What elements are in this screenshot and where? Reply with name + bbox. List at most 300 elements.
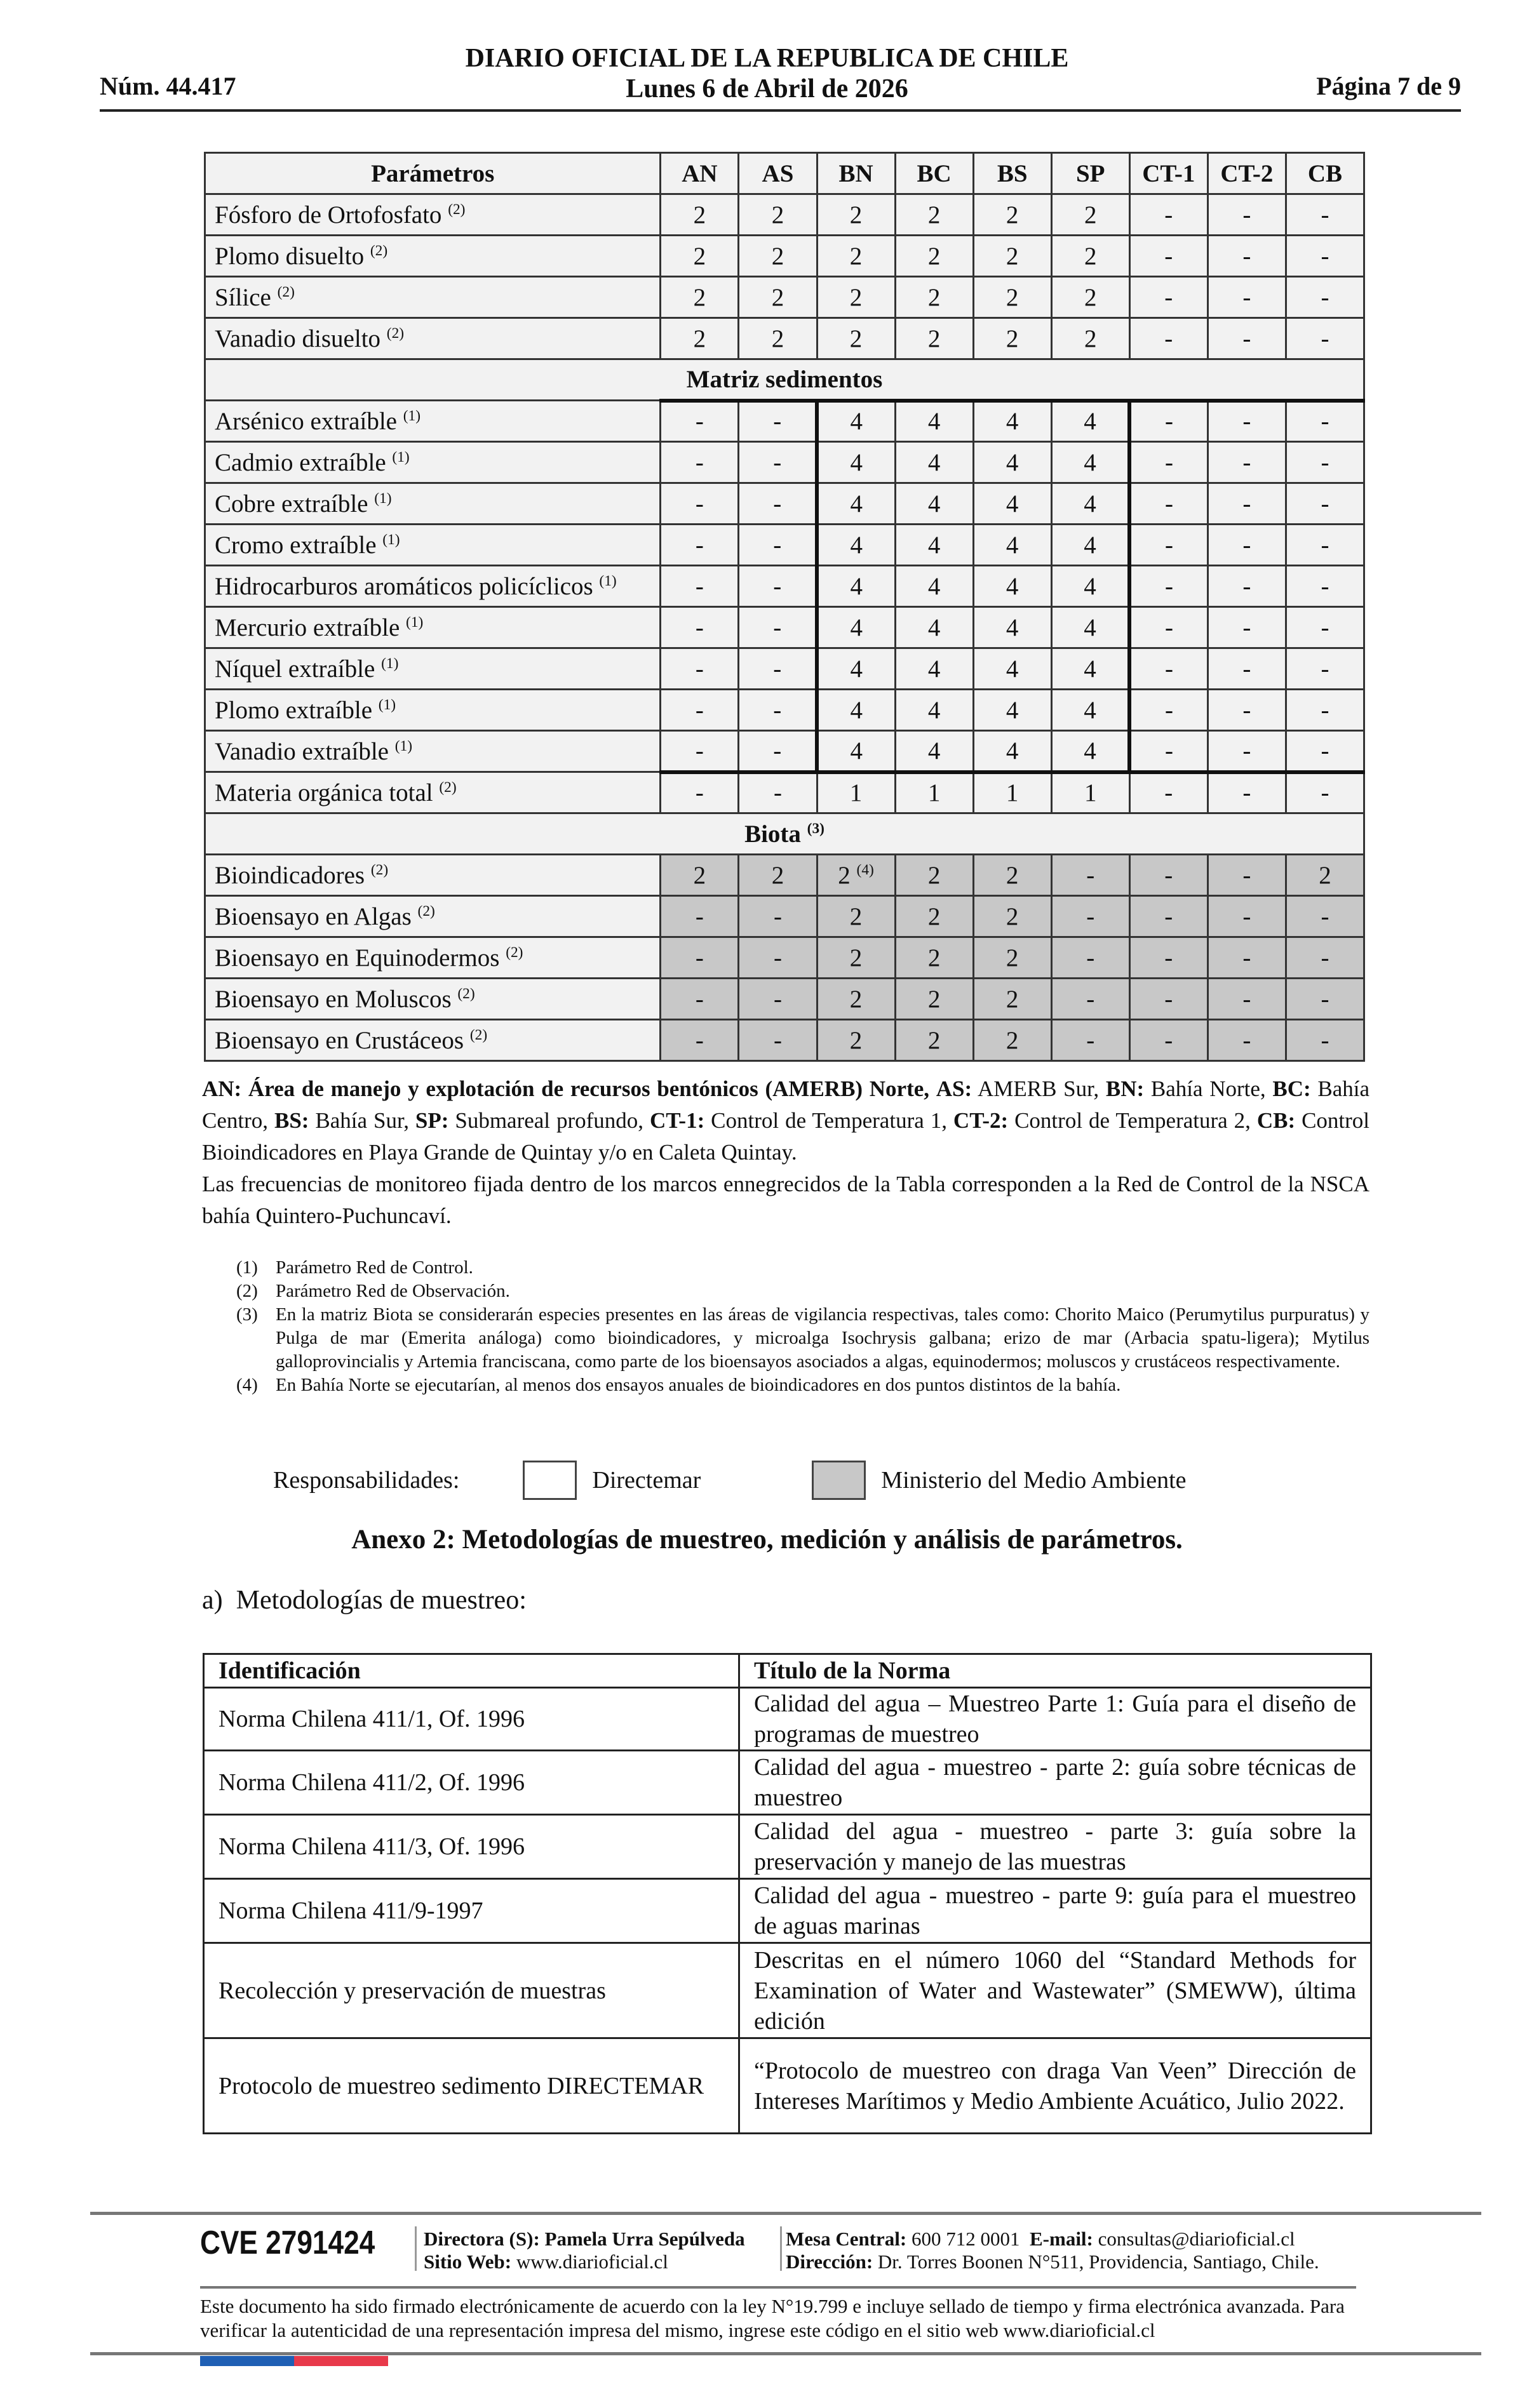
norm-title: “Protocolo de muestreo con draga Van Veen” Dirección de Intereses Marítimos y Medio Ambiente Acuático, Julio 2022.	[739, 2038, 1371, 2134]
frequency-value: 1	[927, 779, 941, 807]
frequency-cell	[739, 896, 817, 937]
frequency-value: 4	[1006, 490, 1019, 518]
frequency-value: -	[695, 779, 704, 807]
frequency-cell	[1286, 525, 1364, 566]
parameter-name	[205, 979, 661, 1020]
section-row	[205, 813, 1364, 855]
website-link[interactable]: www.diarioficial.cl	[516, 2251, 668, 2273]
frequency-cell	[1051, 194, 1129, 236]
frequency-cell	[661, 194, 739, 236]
frequency-value: -	[1164, 283, 1173, 311]
footer-divider-bottom	[90, 2352, 1481, 2355]
frequency-cell	[895, 194, 973, 236]
frequency-cell	[817, 979, 895, 1020]
frequency-value: -	[1242, 655, 1251, 683]
parameter-name	[205, 277, 661, 318]
frequency-cell	[817, 442, 895, 483]
frequency-cell	[817, 772, 895, 813]
frequency-value: -	[1165, 408, 1174, 436]
frequency-cell	[739, 772, 817, 813]
parameter-label: Mercurio extraíble	[215, 613, 400, 641]
frequency-cell	[739, 607, 817, 648]
header-titulo: Título de la Norma	[739, 1654, 1371, 1688]
frequency-cell	[973, 566, 1051, 607]
footnote-text: Parámetro Red de Control.	[276, 1257, 473, 1278]
frequency-value: -	[1321, 448, 1329, 476]
parameter-name	[205, 566, 661, 607]
frequency-value: 2	[849, 201, 863, 229]
norm-identification: Recolección y preservación de muestras	[204, 1943, 739, 2038]
abbreviation: AN: Área de manejo y explotación de recursos bentónicos (AMERB) Norte,	[202, 1076, 930, 1101]
frequency-cell	[1208, 1020, 1286, 1061]
frequency-value: 2	[771, 201, 784, 229]
frequency-cell	[1051, 607, 1129, 648]
frequency-cell	[1129, 979, 1208, 1020]
frequency-cell	[1051, 318, 1129, 359]
frequency-cell	[1208, 607, 1286, 648]
footnote-ref: (1)	[378, 696, 396, 713]
frequency-cell	[661, 442, 739, 483]
frequency-cell	[817, 194, 895, 236]
footnote-ref: (2)	[386, 324, 405, 342]
parameter-name	[205, 318, 661, 359]
frequency-cell	[973, 896, 1051, 937]
responsibilities-legend	[273, 1461, 1187, 1500]
frequency-value: 4	[1084, 572, 1096, 600]
frequency-value: 4	[1084, 613, 1096, 641]
frequency-cell	[1129, 442, 1208, 483]
address: Dr. Torres Boonen N°511, Providencia, Santiago, Chile.	[877, 2251, 1319, 2273]
frequency-cell	[1286, 979, 1364, 1020]
abbreviation-meaning: Control Bioindicadores en Playa Grande de Quintay y/o en Caleta Quintay.	[202, 1108, 1370, 1165]
abbreviation: SP:	[415, 1108, 449, 1133]
footnote-ref: (2)	[469, 1026, 488, 1043]
frequency-value: -	[1242, 861, 1251, 889]
frequency-value: 4	[1084, 696, 1096, 724]
parameter-name	[205, 194, 661, 236]
frequency-value: -	[1165, 490, 1174, 518]
frequency-value: 1	[1084, 779, 1097, 807]
frequency-cell	[1051, 401, 1129, 442]
frequency-cell	[817, 236, 895, 277]
norm-title: Calidad del agua - muestreo - parte 2: guía sobre técnicas de muestreo	[739, 1751, 1371, 1815]
issue-number: Núm. 44.417	[100, 72, 236, 100]
frequency-cell	[1208, 525, 1286, 566]
frequency-cell	[895, 607, 973, 648]
signature-notice: Este documento ha sido firmado electrónicamente de acuerdo con la ley N°19.799 e incluye sellado de tiempo y firma electrónica avanzada. Para verificar la autenticidad de una representación impresa del mismo, ingrese este código en el sitio web www.diarioficial.cl	[200, 2295, 1345, 2341]
mma-label: Ministerio del Medio Ambiente	[881, 1467, 1187, 1494]
header-identificacion: Identificación	[204, 1654, 739, 1688]
parameter-name	[205, 690, 661, 731]
frequency-cell	[1286, 648, 1364, 690]
frequency-value: -	[695, 902, 704, 930]
frequency-cell	[973, 318, 1051, 359]
table-row	[205, 979, 1364, 1020]
footnote-ref: (4)	[856, 861, 874, 878]
footnote	[236, 1374, 1369, 1397]
frequency-value: -	[1164, 861, 1173, 889]
frequency-value: -	[695, 1026, 704, 1054]
table-header-row	[204, 1654, 1371, 1688]
frequency-cell	[661, 483, 739, 525]
frequency-value: 2	[927, 861, 941, 889]
sampling-methods-table	[203, 1653, 1372, 2134]
frequency-value: 2	[771, 283, 784, 311]
frequency-value: -	[1164, 242, 1173, 270]
frequency-cell	[1286, 855, 1364, 896]
frequency-value: -	[773, 490, 782, 518]
frequency-value: -	[1242, 201, 1251, 229]
frequency-value: 2	[838, 861, 851, 889]
frequency-cell	[1208, 979, 1286, 1020]
frequency-cell	[973, 442, 1051, 483]
parameter-label: Fósforo de Ortofosfato	[215, 201, 442, 229]
norm-title: Calidad del agua - muestreo - parte 3: guía sobre la preservación y manejo de las muestras	[739, 1815, 1371, 1879]
abbreviation-meaning: Control de Temperatura 2,	[1008, 1108, 1257, 1133]
frequency-cell	[1286, 277, 1364, 318]
column-header-ct-1: CT-1	[1129, 153, 1208, 194]
table-row	[205, 401, 1364, 442]
frequency-value: 4	[927, 696, 941, 724]
frequency-cell	[739, 855, 817, 896]
table-row	[205, 648, 1364, 690]
frequency-cell	[1051, 979, 1129, 1020]
section-label: Matriz sedimentos	[686, 365, 883, 393]
frequency-value: 2	[1006, 283, 1019, 311]
frequency-cell	[817, 483, 895, 525]
frequency-value: 4	[927, 448, 941, 476]
frequency-value: -	[1321, 655, 1329, 683]
frequency-value: -	[1242, 985, 1251, 1013]
frequency-value: 4	[927, 531, 941, 559]
footer-separator	[415, 2226, 417, 2271]
frequency-cell	[1208, 648, 1286, 690]
footnote-text: En Bahía Norte se ejecutarían, al menos dos ensayos anuales de bioindicadores en dos puntos distintos de la bahía.	[276, 1375, 1121, 1395]
parameter-label: Bioensayo en Moluscos	[215, 985, 452, 1013]
frequency-value: 2	[693, 861, 706, 889]
frequency-cell	[1051, 937, 1129, 979]
section-title	[205, 359, 1364, 401]
frequency-value: 2	[1006, 902, 1019, 930]
frequency-value: -	[1321, 201, 1329, 229]
footer-divider-top	[90, 2212, 1481, 2215]
parameter-name	[205, 896, 661, 937]
norm-title: Calidad del agua – Muestreo Parte 1: Guía para el diseño de programas de muestreo	[739, 1688, 1371, 1751]
table-row	[204, 2038, 1371, 2134]
abbreviation-meaning: AMERB Sur,	[972, 1076, 1106, 1101]
column-header-ct-2: CT-2	[1208, 153, 1286, 194]
frequency-cell	[1129, 648, 1208, 690]
frequency-value: 1	[1006, 779, 1019, 807]
norm-identification: Norma Chilena 411/9-1997	[204, 1879, 739, 1943]
frequency-cell	[973, 855, 1051, 896]
parameter-name	[205, 483, 661, 525]
frequency-cell	[1051, 442, 1129, 483]
frequency-cell	[1051, 525, 1129, 566]
frequency-value: 2	[927, 902, 941, 930]
section-footnote-ref: (3)	[807, 820, 824, 837]
frequency-value: -	[1321, 613, 1329, 641]
frequency-cell	[1129, 236, 1208, 277]
norm-identification: Norma Chilena 411/2, Of. 1996	[204, 1751, 739, 1815]
frequency-cell	[895, 566, 973, 607]
frequency-value: 2	[927, 201, 941, 229]
frequency-cell	[1286, 1020, 1364, 1061]
table-row	[204, 1751, 1371, 1815]
web-label: Sitio Web:	[424, 2251, 512, 2273]
column-header-as: AS	[739, 153, 817, 194]
page-number: Página 7 de 9	[1316, 72, 1461, 100]
frequency-value: -	[1165, 531, 1174, 559]
frequency-value: -	[1086, 944, 1095, 972]
frequency-value: 2	[1006, 861, 1019, 889]
footnote-text: Parámetro Red de Observación.	[276, 1281, 510, 1301]
table-row	[204, 1815, 1371, 1879]
frequency-value: -	[773, 613, 782, 641]
frequency-value: -	[1164, 985, 1173, 1013]
frequency-value: -	[1164, 1026, 1173, 1054]
frequency-cell	[895, 648, 973, 690]
parameter-name	[205, 772, 661, 813]
frequency-value: 2	[849, 283, 863, 311]
frequency-value: 2	[693, 242, 706, 270]
frequency-value: -	[773, 944, 782, 972]
frequency-cell	[1208, 855, 1286, 896]
frequency-cell	[1129, 690, 1208, 731]
footnote-ref: (2)	[506, 944, 523, 961]
frequency-value: -	[1242, 572, 1251, 600]
frequency-value: -	[773, 1026, 782, 1054]
frequency-cell	[973, 277, 1051, 318]
frequency-cell	[895, 442, 973, 483]
table-row	[205, 607, 1364, 648]
frequency-value: -	[1242, 613, 1251, 641]
frequency-cell	[973, 731, 1051, 772]
frequency-cell	[1208, 566, 1286, 607]
parameter-label: Materia orgánica total	[215, 779, 433, 806]
frequency-cell	[817, 855, 895, 896]
frequency-value: -	[1165, 655, 1174, 683]
frequency-cell	[1208, 937, 1286, 979]
frequency-cell	[973, 236, 1051, 277]
frequency-cell	[1051, 731, 1129, 772]
frequency-value: -	[773, 531, 782, 559]
frequency-cell	[661, 401, 739, 442]
frequency-value: 2	[1006, 324, 1019, 352]
frequency-value: 2	[1006, 944, 1019, 972]
frequency-cell	[817, 525, 895, 566]
frequency-value: -	[1165, 448, 1174, 476]
frequency-value: 2	[693, 201, 706, 229]
footnote-ref: (1)	[374, 490, 392, 507]
frequency-value: 4	[927, 613, 941, 641]
footnote	[236, 1256, 1369, 1280]
frequency-value: -	[773, 737, 782, 765]
frequency-cell	[739, 979, 817, 1020]
frequency-value: -	[1164, 201, 1173, 229]
parameter-label: Níquel extraíble	[215, 655, 375, 683]
frequency-value: 2	[927, 985, 941, 1013]
footnote-ref: (1)	[382, 531, 400, 548]
frequency-cell	[817, 731, 895, 772]
abbreviations-legend	[202, 1073, 1369, 1232]
column-header-cb: CB	[1286, 153, 1364, 194]
frequency-cell	[1129, 1020, 1208, 1061]
frequency-value: 4	[927, 490, 941, 518]
frequency-value: 2	[693, 283, 706, 311]
frequency-value: -	[1242, 324, 1251, 352]
frequency-cell	[1286, 896, 1364, 937]
frequency-cell	[661, 236, 739, 277]
phone: 600 712 0001	[912, 2228, 1020, 2250]
frequency-value: 2	[1006, 985, 1019, 1013]
frequency-cell	[661, 690, 739, 731]
frequency-value: -	[1242, 696, 1251, 724]
norm-title: Descritas en el número 1060 del “Standard Methods for Examination of Water and Wastewater” (SMEWW), última edición	[739, 1943, 1371, 2038]
parameter-label: Plomo disuelto	[215, 242, 365, 270]
abbreviation-meaning: Bahía Centro,	[202, 1076, 1369, 1133]
frequency-value: -	[1086, 1026, 1095, 1054]
frequency-cell	[1208, 442, 1286, 483]
frequency-cell	[1051, 648, 1129, 690]
frequency-value: -	[1242, 448, 1251, 476]
director: Directora (S): Pamela Urra Sepúlveda	[424, 2228, 745, 2250]
frequency-value: -	[1165, 613, 1174, 641]
footnote	[236, 1280, 1369, 1303]
frequency-value: 2	[1084, 324, 1097, 352]
section-title	[205, 813, 1364, 855]
frequency-value: 2	[849, 324, 863, 352]
frequency-value: 4	[1006, 655, 1019, 683]
table-row	[205, 318, 1364, 359]
frequency-value: -	[1165, 696, 1174, 724]
frequency-cell	[661, 1020, 739, 1061]
frequency-cell	[1051, 772, 1129, 813]
abbreviation-meaning: Bahía Sur,	[309, 1108, 415, 1133]
footnote-text: En la matriz Biota se considerarán especies presentes en las áreas de vigilancia respectivas, tales como: Chorito Maico (Perumytilus purpuratus) y Pulga de mar (Emerita análoga) como bioindicadores, y microalga Isochrysis galbana; erizo de mar (Arbacia spatu-ligera); Mytilus galloprovincialis y Artemia franciscana, como parte de los bioensayos asociados a algas, equinodermos; moluscos y crustáceos respectivamente.	[276, 1304, 1369, 1372]
frequency-value: 4	[1006, 572, 1019, 600]
table-row	[205, 442, 1364, 483]
frequency-cell	[1129, 772, 1208, 813]
parameter-name	[205, 1020, 661, 1061]
abbreviation: BS:	[274, 1108, 309, 1133]
footnote-ref: (1)	[403, 407, 421, 424]
parameters-table	[204, 152, 1365, 1062]
frequency-value: 4	[850, 531, 863, 559]
frequency-value: -	[695, 531, 704, 559]
frequency-cell	[1129, 566, 1208, 607]
frequency-cell	[1051, 855, 1129, 896]
issue-date: Lunes 6 de Abril de 2026	[626, 74, 908, 104]
frequency-cell	[1286, 566, 1364, 607]
frequency-cell	[1129, 731, 1208, 772]
norm-identification: Protocolo de muestreo sedimento DIRECTEMAR	[204, 2038, 739, 2134]
table-row	[205, 483, 1364, 525]
frequency-value: 2	[1084, 201, 1097, 229]
frequency-value: 4	[1084, 737, 1096, 765]
parameter-label: Cobre extraíble	[215, 490, 368, 518]
footnote-ref: (2)	[448, 201, 466, 218]
frequency-cell	[1051, 277, 1129, 318]
table-row	[205, 690, 1364, 731]
frequency-value: 4	[850, 655, 863, 683]
parameter-name	[205, 855, 661, 896]
frequency-cell	[661, 979, 739, 1020]
frequency-value: -	[1165, 572, 1174, 600]
frequency-cell	[1208, 194, 1286, 236]
frequency-value: -	[1086, 902, 1095, 930]
frequency-cell	[895, 401, 973, 442]
email-link[interactable]: consultas@diarioficial.cl	[1098, 2228, 1295, 2250]
directemar-label: Directemar	[592, 1467, 701, 1494]
abbreviation: CT-1:	[650, 1108, 705, 1133]
frequency-cell	[895, 318, 973, 359]
footer-separator	[780, 2226, 782, 2271]
column-header-bn: BN	[817, 153, 895, 194]
frequency-cell	[817, 937, 895, 979]
frequency-cell	[739, 401, 817, 442]
frequency-value: -	[773, 779, 782, 807]
frequency-cell	[1208, 318, 1286, 359]
parameter-name	[205, 731, 661, 772]
frequency-cell	[1051, 690, 1129, 731]
frequency-cell	[817, 566, 895, 607]
frequency-value: -	[695, 737, 704, 765]
frequency-cell	[1208, 772, 1286, 813]
frequency-value: 2	[1084, 283, 1097, 311]
frequency-cell	[1129, 401, 1208, 442]
frequency-cell	[817, 896, 895, 937]
parameter-name	[205, 937, 661, 979]
frequency-cell	[739, 1020, 817, 1061]
frequency-value: 4	[1084, 490, 1096, 518]
frequency-value: -	[695, 490, 704, 518]
norm-identification: Norma Chilena 411/3, Of. 1996	[204, 1815, 739, 1879]
frequency-cell	[739, 937, 817, 979]
annex-subtitle: a) Metodologías de muestreo:	[202, 1586, 527, 1615]
frequency-value: -	[1242, 531, 1251, 559]
parameter-label: Arsénico extraíble	[215, 407, 397, 435]
parameter-label: Bioensayo en Crustáceos	[215, 1026, 464, 1054]
abbreviation-meaning: Control de Temperatura 1,	[704, 1108, 953, 1133]
frequency-cell	[817, 277, 895, 318]
table-row	[205, 194, 1364, 236]
frequency-cell	[973, 979, 1051, 1020]
frequency-value: 4	[1006, 737, 1019, 765]
frequency-value: 2	[771, 324, 784, 352]
frequency-value: 4	[1006, 408, 1019, 436]
frequency-cell	[739, 194, 817, 236]
frequency-value: -	[695, 572, 704, 600]
frequency-cell	[661, 277, 739, 318]
footnote-ref: (2)	[439, 779, 457, 796]
cve-code: CVE 2791424	[200, 2224, 375, 2261]
frequency-value: -	[695, 448, 704, 476]
frequency-value: -	[773, 408, 782, 436]
frequency-cell	[973, 648, 1051, 690]
frequency-value: -	[1164, 944, 1173, 972]
frequency-cell	[1286, 690, 1364, 731]
frequency-cell	[1208, 690, 1286, 731]
frequency-value: 2	[849, 902, 863, 930]
frequency-value: -	[773, 448, 782, 476]
parameter-label: Cromo extraíble	[215, 531, 377, 559]
frequency-value: -	[1321, 696, 1329, 724]
section-row	[205, 359, 1364, 401]
frequency-cell	[739, 277, 817, 318]
abbreviation-meaning: Bahía Norte,	[1144, 1076, 1273, 1101]
frequency-cell	[895, 525, 973, 566]
